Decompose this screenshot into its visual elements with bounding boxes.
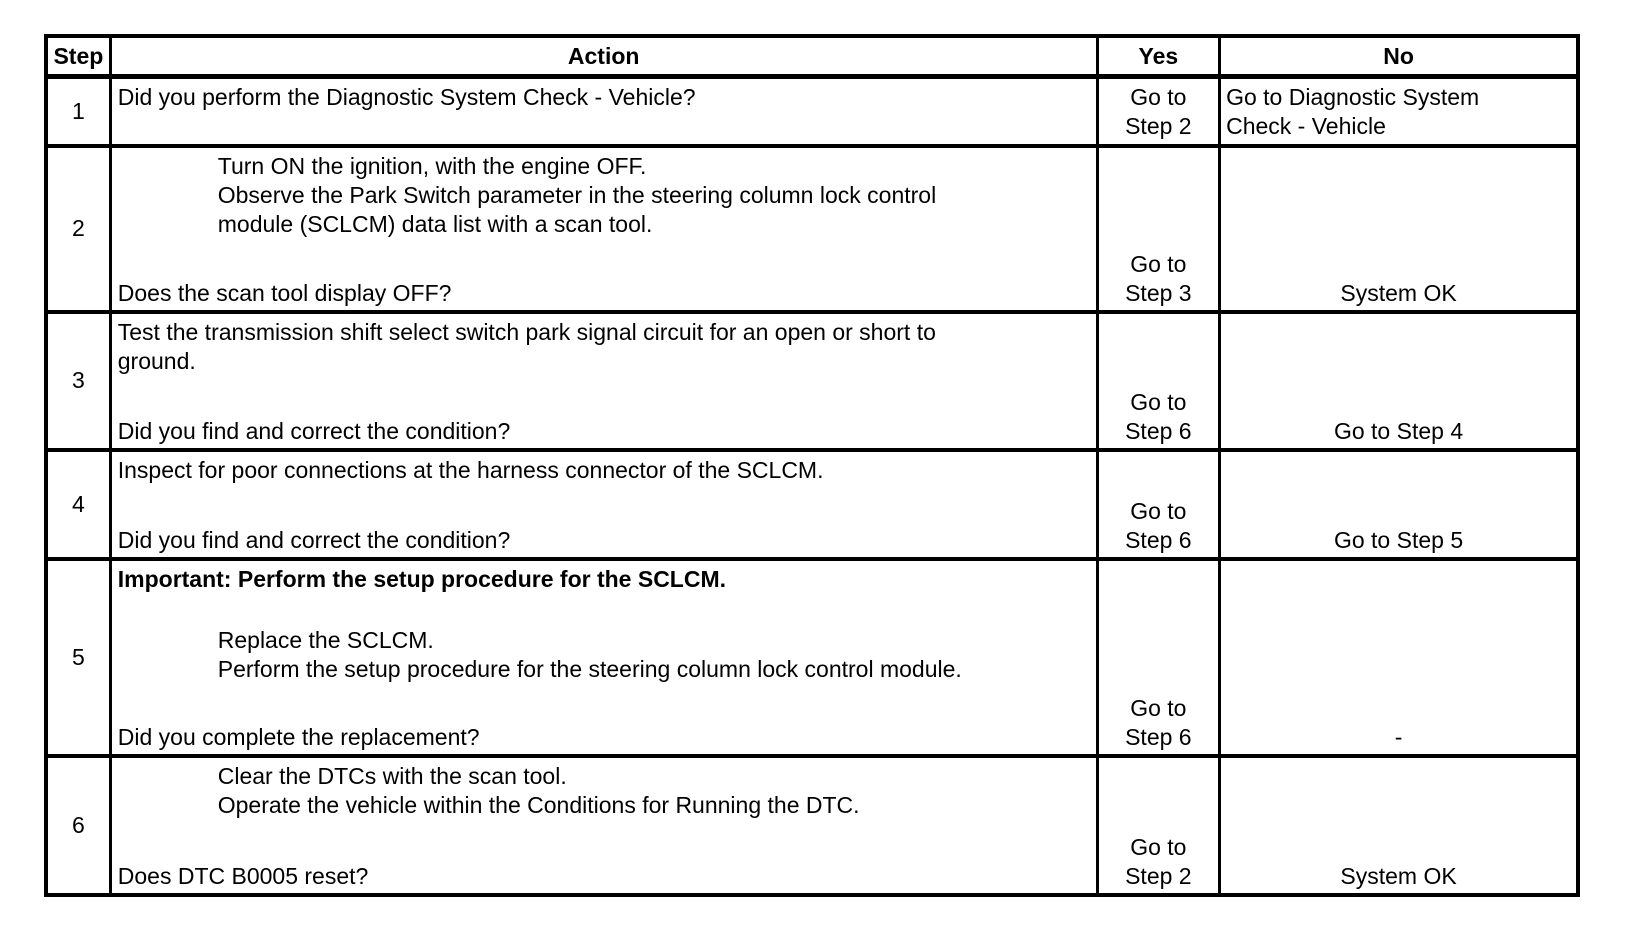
no-line-1: -: [1394, 723, 1403, 750]
action-line: Turn ON the ignition, with the engine OFF.: [217, 152, 647, 179]
header-step: Step: [46, 36, 110, 77]
action-line: Clear the DTCs with the scan tool.: [217, 762, 567, 789]
yes-cell: [1097, 559, 1219, 756]
no-line-1: System OK: [1340, 862, 1457, 889]
no-cell: [1220, 559, 1578, 756]
no-cell: [1220, 77, 1578, 146]
question-text: Did you find and correct the condition?: [117, 417, 511, 444]
action-line: ground.: [117, 347, 196, 374]
action-line: module (SCLCM) data list with a scan tool.: [217, 210, 653, 237]
action-line: Perform the setup procedure for the steering column lock control module.: [217, 655, 962, 682]
yes-line-2: Step 6: [1125, 723, 1192, 750]
action-line: Operate the vehicle within the Conditions for Running the DTC.: [217, 791, 860, 818]
no-line-1: Go to Step 4: [1333, 417, 1464, 444]
yes-line-2: Step 6: [1125, 526, 1192, 553]
table-row-step-5: [46, 559, 1578, 756]
step-number: 6: [46, 756, 110, 895]
yes-line-1: Go to: [1130, 833, 1187, 860]
diagnostic-table: [44, 34, 1580, 897]
yes-line-1: Go to: [1130, 84, 1187, 110]
no-cell: [1220, 756, 1578, 895]
action-cell: [110, 312, 1097, 450]
table-row-step-4: [46, 450, 1578, 559]
yes-line-1: Go to: [1130, 250, 1187, 277]
header-no: No: [1220, 36, 1578, 77]
action-line: Test the transmission shift select switch park signal circuit for an open or short to: [117, 318, 936, 345]
table-row-step-1: [46, 77, 1578, 146]
step-number: 4: [46, 450, 110, 559]
question-text: Does the scan tool display OFF?: [117, 279, 452, 306]
table-row-step-3: [46, 312, 1578, 450]
question-text: Did you find and correct the condition?: [117, 526, 511, 553]
action-line: Inspect for poor connections at the harness connector of the SCLCM.: [117, 456, 824, 483]
yes-line-2: Step 6: [1125, 417, 1192, 444]
no-cell: [1220, 450, 1578, 559]
yes-cell: [1097, 450, 1219, 559]
yes-line-2: Step 3: [1125, 279, 1192, 306]
yes-line-2: Step 2: [1125, 113, 1192, 139]
action-cell: [110, 450, 1097, 559]
header-action: Action: [110, 36, 1097, 77]
yes-cell: [1097, 77, 1219, 146]
step-number: 5: [46, 559, 110, 756]
action-cell: [110, 559, 1097, 756]
table-row-step-2: [46, 146, 1578, 312]
no-cell: [1220, 146, 1578, 312]
no-cell: [1220, 312, 1578, 450]
yes-cell: [1097, 312, 1219, 450]
important-note: Important: Perform the setup procedure for the SCLCM.: [117, 565, 727, 592]
no-line-1: System OK: [1340, 279, 1457, 306]
yes-line-1: Go to: [1130, 694, 1187, 721]
no-line-1: Go to Step 5: [1333, 526, 1464, 553]
step-number: 3: [46, 312, 110, 450]
question-text: Did you perform the Diagnostic System Check - Vehicle?: [117, 84, 696, 110]
action-line: Replace the SCLCM.: [217, 626, 434, 653]
step-number: 2: [46, 146, 110, 312]
yes-line-1: Go to: [1130, 388, 1187, 415]
action-cell: [110, 146, 1097, 312]
yes-line-2: Step 2: [1125, 862, 1192, 889]
question-text: Does DTC B0005 reset?: [117, 862, 369, 889]
yes-cell: [1097, 146, 1219, 312]
header-yes: Yes: [1097, 36, 1219, 77]
header-row: [46, 36, 1578, 77]
yes-cell: [1097, 756, 1219, 895]
action-line: Observe the Park Switch parameter in the steering column lock control: [217, 181, 937, 208]
action-cell: [110, 756, 1097, 895]
no-line-2: Check - Vehicle: [1226, 113, 1386, 139]
action-cell: [110, 77, 1097, 146]
table-row-step-6: [46, 756, 1578, 895]
step-number: 1: [46, 77, 110, 146]
yes-line-1: Go to: [1130, 497, 1187, 524]
question-text: Did you complete the replacement?: [117, 723, 480, 750]
no-line-1: Go to Diagnostic System: [1226, 84, 1480, 110]
